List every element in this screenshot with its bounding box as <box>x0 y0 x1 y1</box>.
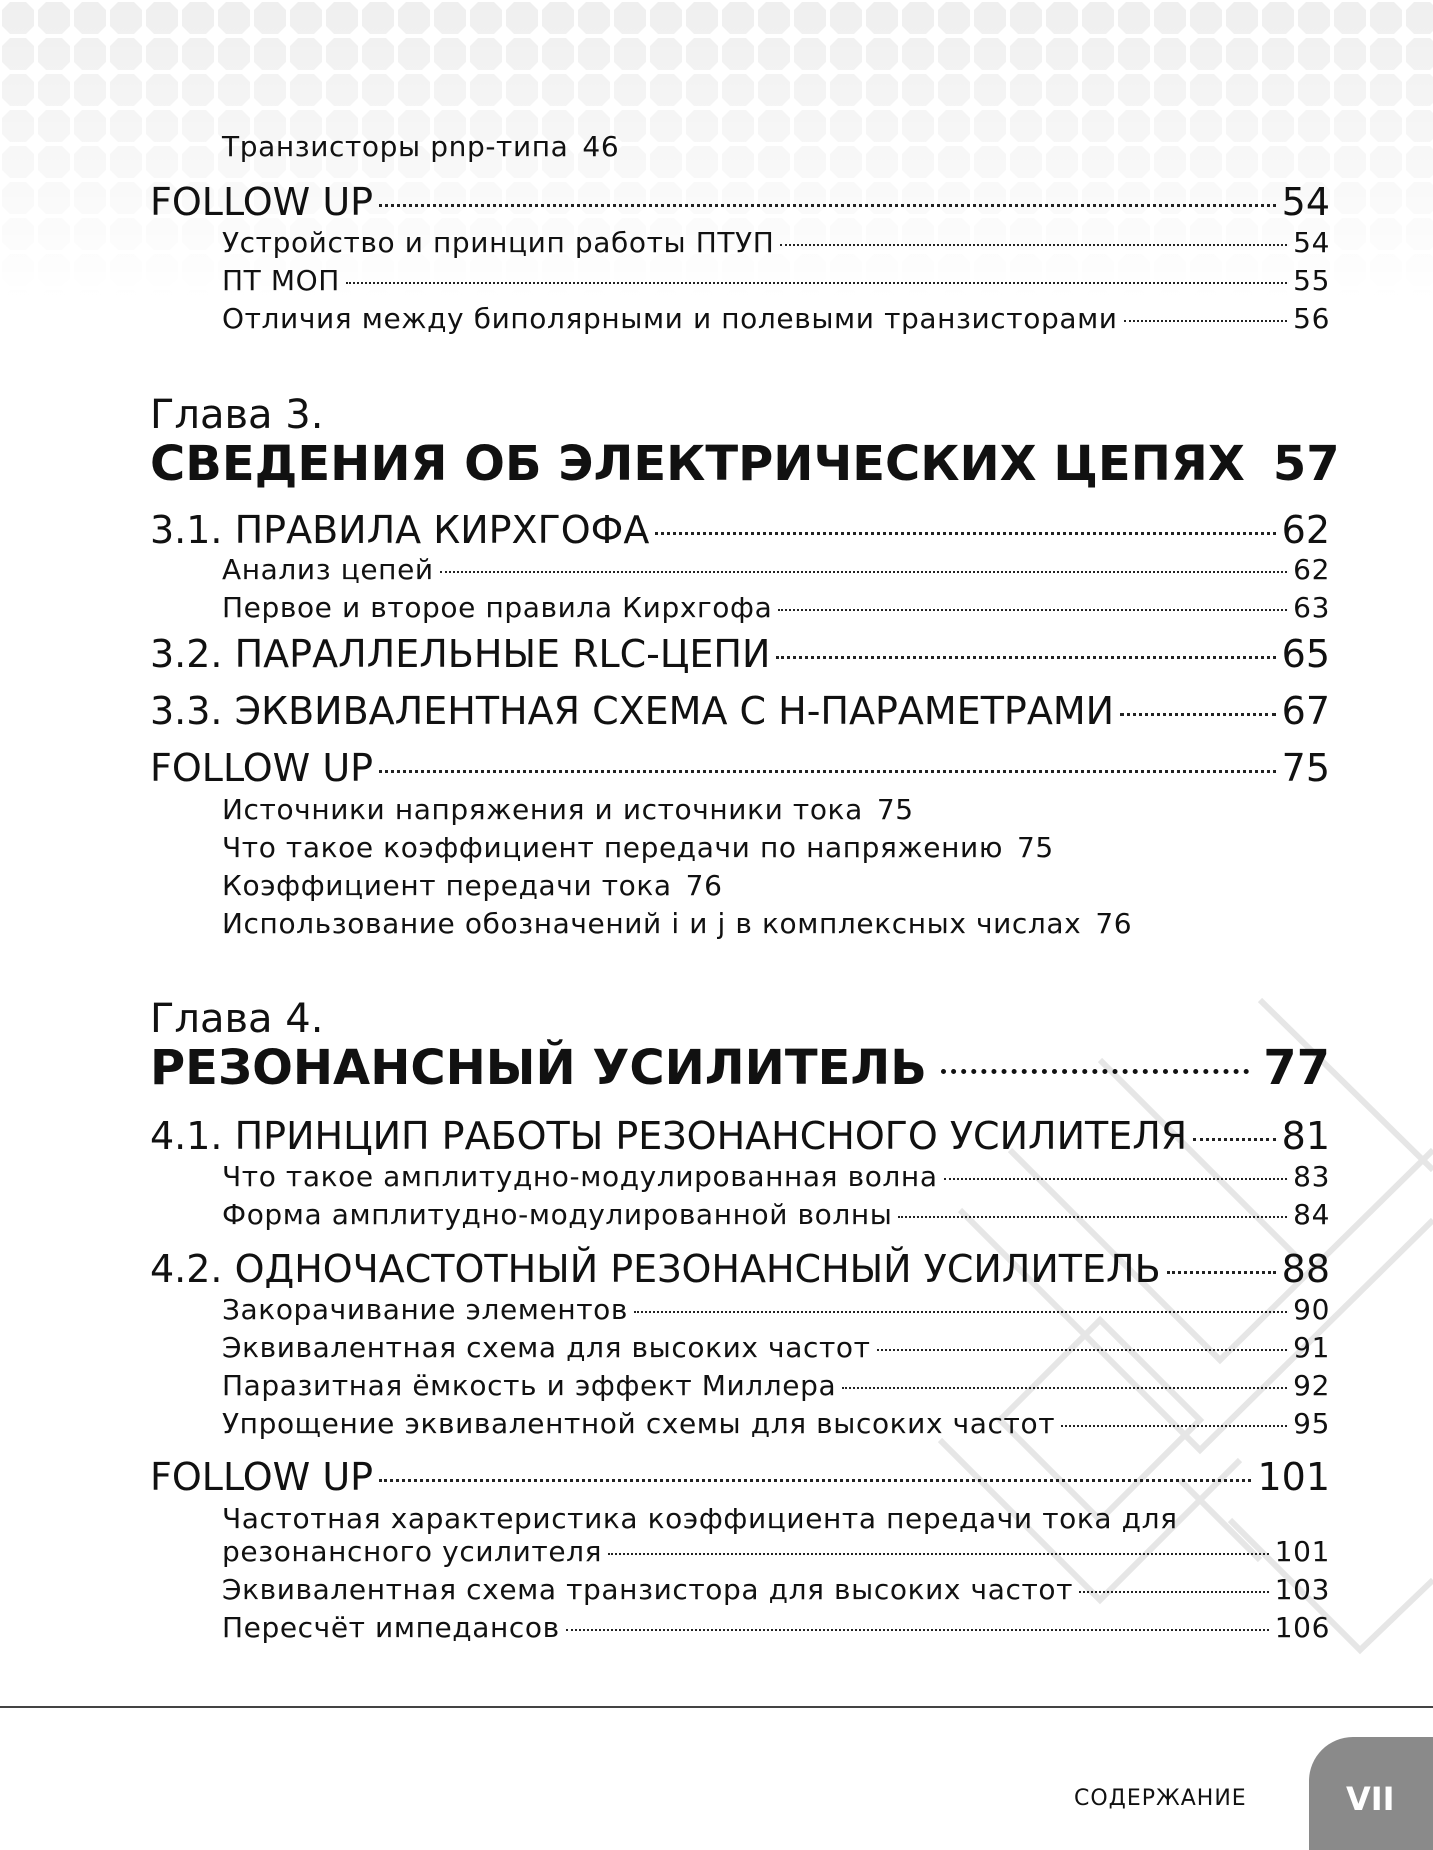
entry-title: 3.3. ЭКВИВАЛЕНТНАЯ СХЕМА С H-ПАРАМЕТРАМИ <box>150 689 1115 733</box>
toc-entry[interactable] <box>222 1198 1330 1231</box>
chapter-title: СВЕДЕНИЯ ОБ ЭЛЕКТРИЧЕСКИХ ЦЕПЯХ <box>150 436 1245 492</box>
chapter-heading[interactable] <box>150 1040 1330 1096</box>
entry-page: 103 <box>1274 1573 1330 1606</box>
entry-title: Закорачивание элементов <box>222 1293 629 1326</box>
entry-title: 3.2. ПАРАЛЛЕЛЬНЫЕ RLC-ЦЕПИ <box>150 632 771 676</box>
entry-page: 56 <box>1293 302 1330 335</box>
toc-entry[interactable] <box>222 591 1330 624</box>
dot-leader <box>566 1629 1269 1631</box>
entry-page: 92 <box>1293 1369 1330 1402</box>
entry-page: 84 <box>1293 1198 1330 1231</box>
dot-leader <box>842 1387 1287 1389</box>
toc-entry[interactable] <box>222 264 1330 297</box>
entry-page: 101 <box>1257 1455 1330 1499</box>
dot-leader <box>1193 1138 1275 1141</box>
entry-title: 3.1. ПРАВИЛА КИРХГОФА <box>150 508 650 552</box>
dot-leader <box>379 1479 1251 1482</box>
entry-title: Форма амплитудно-модулированной волны <box>222 1198 893 1231</box>
toc-entry[interactable] <box>222 1535 1330 1568</box>
dot-leader <box>346 282 1287 284</box>
entry-title: Коэффициент передачи тока <box>222 869 672 902</box>
entry-title: Паразитная ёмкость и эффект Миллера <box>222 1369 837 1402</box>
entry-title: Первое и второе правила Кирхгофа <box>222 591 773 624</box>
entry-page: 75 <box>1281 746 1330 790</box>
toc-entry[interactable] <box>222 130 619 163</box>
dot-leader <box>608 1553 1269 1555</box>
entry-page: 95 <box>1293 1407 1330 1440</box>
toc-section[interactable] <box>150 508 1330 552</box>
entry-title: Устройство и принцип работы ПТУП <box>222 226 775 259</box>
chapter-page: 57 <box>1272 436 1340 492</box>
chapter-heading[interactable] <box>150 436 1340 492</box>
toc-entry[interactable] <box>222 1573 1330 1606</box>
entry-page: 81 <box>1281 1114 1330 1158</box>
toc-entry[interactable] <box>222 1331 1330 1364</box>
toc-entry[interactable] <box>222 1611 1330 1644</box>
entry-title: Что такое амплитудно-модулированная волна <box>222 1160 938 1193</box>
entry-page: 106 <box>1274 1611 1330 1644</box>
entry-page: 91 <box>1293 1331 1330 1364</box>
dot-leader <box>1167 1271 1276 1274</box>
entry-page: 101 <box>1274 1535 1330 1568</box>
entry-page: 63 <box>1293 591 1330 624</box>
toc-entry[interactable] <box>222 907 1132 940</box>
dot-leader <box>379 770 1276 773</box>
chapter-label: Глава 4. <box>150 996 324 1042</box>
entry-title: Использование обозначений i и j в комплексных числах <box>222 907 1082 940</box>
entry-page: 75 <box>1017 831 1054 864</box>
entry-title: FOLLOW UP <box>150 180 374 224</box>
dot-leader <box>655 532 1275 535</box>
entry-page: 54 <box>1281 180 1330 224</box>
page-number: VII <box>1346 1780 1395 1818</box>
dot-leader <box>944 1178 1288 1180</box>
toc-section-follow-up[interactable] <box>150 1455 1330 1499</box>
entry-page: 76 <box>1095 907 1133 940</box>
dot-leader <box>1120 713 1276 716</box>
dot-leader <box>1079 1591 1269 1593</box>
dot-leader <box>1061 1425 1287 1427</box>
toc-entry[interactable] <box>222 1407 1330 1440</box>
chapter-page: 77 <box>1263 1040 1330 1096</box>
toc-entry[interactable] <box>222 1293 1330 1326</box>
dot-leader <box>440 571 1287 573</box>
entry-title: Пересчёт импедансов <box>222 1611 560 1644</box>
toc-entry[interactable] <box>222 226 1330 259</box>
entry-title: резонансного усилителя <box>222 1535 603 1568</box>
entry-page: 65 <box>1281 632 1330 676</box>
entry-page: 54 <box>1293 226 1330 259</box>
toc-section-follow-up[interactable] <box>150 746 1330 790</box>
toc-entry[interactable] <box>222 793 914 826</box>
entry-title: 4.2. ОДНОЧАСТОТНЫЙ РЕЗОНАНСНЫЙ УСИЛИТЕЛЬ <box>150 1247 1161 1291</box>
entry-title: Эквивалентная схема для высоких частот <box>222 1331 871 1364</box>
toc-entry[interactable] <box>222 553 1330 586</box>
toc-entry[interactable] <box>222 1369 1330 1402</box>
entry-page: 76 <box>685 869 723 902</box>
entry-title: FOLLOW UP <box>150 1455 374 1499</box>
dot-leader <box>898 1216 1287 1218</box>
dot-leader <box>877 1349 1288 1351</box>
chapter-label: Глава 3. <box>150 392 324 438</box>
entry-page: 67 <box>1281 689 1330 733</box>
entry-page: 75 <box>876 793 914 826</box>
toc-entry[interactable] <box>222 302 1330 335</box>
toc-section[interactable] <box>150 1114 1330 1158</box>
dot-leader <box>941 1069 1249 1074</box>
entry-page: 62 <box>1281 508 1330 552</box>
dot-leader <box>379 204 1276 207</box>
dot-leader <box>776 656 1275 659</box>
entry-title: Эквивалентная схема транзистора для высоких частот <box>222 1573 1074 1606</box>
entry-page: 90 <box>1293 1293 1330 1326</box>
entry-page: 88 <box>1281 1247 1330 1291</box>
toc-section[interactable] <box>150 1247 1330 1291</box>
entry-page: 62 <box>1293 553 1330 586</box>
entry-title: Упрощение эквивалентной схемы для высоких частот <box>222 1407 1056 1440</box>
entry-title: 4.1. ПРИНЦИП РАБОТЫ РЕЗОНАНСНОГО УСИЛИТЕЛЯ <box>150 1114 1188 1158</box>
entry-title: Транзисторы pnp-типа <box>222 130 569 163</box>
chapter-title: РЕЗОНАНСНЫЙ УСИЛИТЕЛЬ <box>150 1040 927 1096</box>
dot-leader <box>780 244 1287 246</box>
entry-title: Отличия между биполярными и полевыми транзисторами <box>222 302 1118 335</box>
entry-title: ПТ МОП <box>222 264 340 297</box>
toc-entry-line1[interactable] <box>222 1502 1178 1535</box>
toc-section[interactable] <box>150 689 1330 733</box>
toc-entry[interactable] <box>222 1160 1330 1193</box>
entry-title: FOLLOW UP <box>150 746 374 790</box>
dot-leader <box>634 1311 1287 1313</box>
dot-leader <box>1124 320 1288 322</box>
toc-entry[interactable] <box>222 869 723 902</box>
entry-page: 55 <box>1293 264 1330 297</box>
footer-divider <box>0 1706 1433 1708</box>
running-footer: СОДЕРЖАНИЕ <box>1074 1786 1247 1811</box>
entry-page: 83 <box>1293 1160 1330 1193</box>
toc-section[interactable] <box>150 632 1330 676</box>
entry-title: Частотная характеристика коэффициента передачи тока для <box>222 1502 1178 1535</box>
toc-section-follow-up[interactable] <box>150 180 1330 224</box>
entry-title: Анализ цепей <box>222 553 434 586</box>
dot-leader <box>778 609 1287 611</box>
entry-title: Что такое коэффициент передачи по напряжению <box>222 831 1004 864</box>
entry-title: Источники напряжения и источники тока <box>222 793 863 826</box>
entry-page: 46 <box>582 130 620 163</box>
toc-entry[interactable] <box>222 831 1054 864</box>
